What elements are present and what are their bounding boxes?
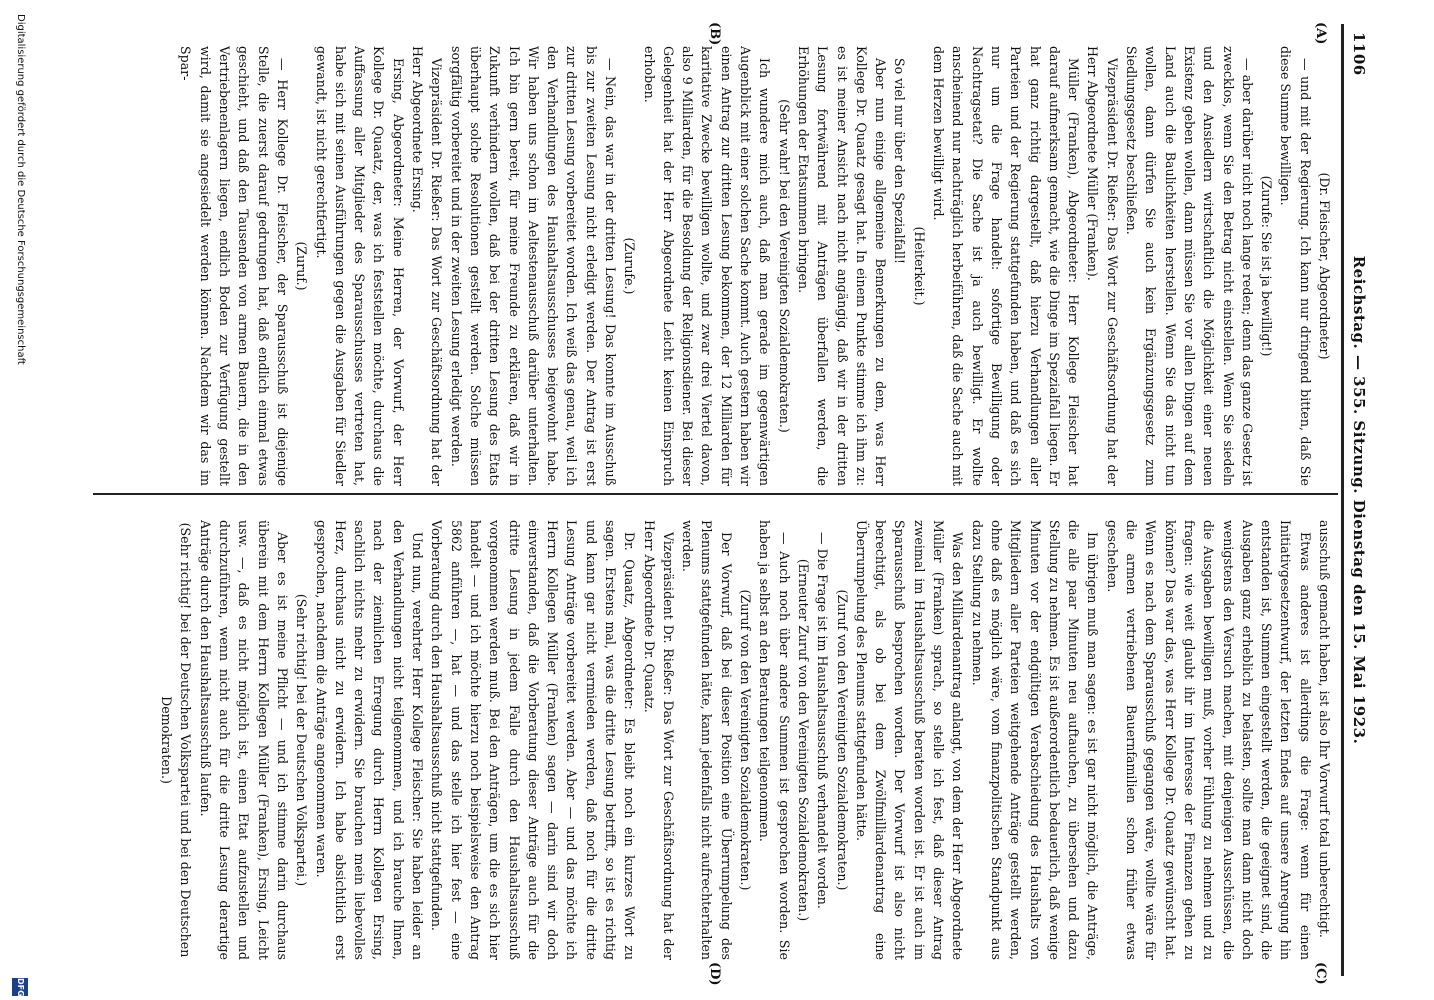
paragraph: ausschuß gemacht haben, ist also Ihr Vorwurf total unberechtigt. <box>1317 520 1332 938</box>
paragraph: (Sehr wahr! bei den Vereinigten Sozialdemokraten.) <box>776 99 792 433</box>
paragraph: — Herr Kollege Dr. Fleischer, der Sparausschuß ist diejenige Stelle, die zuerst darauf gedrungen hat, daß endlich einmal etwas geschieht, und daß den Tausenden von armen Bauern, die in den Vertriebenenlagern liegen, endlich Boden zur Verfügung gestellt wird, damit sie angesiedelt werden können. Nachdem wir das im Spar- <box>178 46 290 486</box>
paragraph: So viel nur über den Spezialfall! <box>892 58 908 264</box>
paragraph: Aber nun einige allgemeine Bemerkungen zu dem, was Herr Kollege Dr. Quaatz gesagt hat. In einem Punkte stimme ich ihm zu: es ist meiner Ansicht nach nicht angängig, daß wir in der dritten Lesung fortwährend mit Anträgen überfallen werden, die Erhöhungen der Etatsummen bringen. <box>795 46 889 486</box>
paragraph: (Zuruf von den Vereinigten Sozialdemokraten.) <box>834 589 850 891</box>
paragraph: Was den Milliardenantrag anlangt, von dem der Herr Abgeordnete Müller (Franken) sprach, so stelle ich fest, daß dieser Antrag zweimal im Haushaltsausschuß beraten worden ist. Er ist auch im Sparausschuß besprochen worden. Der Vorwurf ist also nicht berechtigt, als ob bei dem Zwölfmilliardenantrag eine Überrumpelung des Plenums stattgefunden hätte. <box>853 520 966 960</box>
paragraph: Und nun, verehrter Herr Kollege Fleischer: Sie haben leider an den Verhandlungen nicht teilgenommen, und ich brauche Ihnen, nach der ziemlichen Erregung durch Herrn Kollegen Ersing, sachlich nichts mehr zu erwidern. Sie brauchen mein liebevolles Herz, durchaus nicht zu erwidern. Ich habe absichtlich erst gesprochen, nachdem die Anträge angenommen waren. <box>313 520 426 960</box>
paragraph: Vizepräsident Dr. Rießer: Das Wort zur Geschäftsordnung hat der Herr Abgeordnete Dr. Quaatz. <box>641 520 676 960</box>
margin-marker-d: (D) <box>707 962 722 986</box>
margin-marker-a: (A) <box>1313 22 1328 45</box>
paragraph: Im übrigen muß man sagen: es ist gar nicht möglich, die Anträge, die alle paar Minuten neu auftauchen, zu übersehen und dazu Stellung zu nehmen. Es ist außerordentlich bedauerlich, daß wenige Minuten vor der endgültigen Verabschiedung des Haushalts von Mitgliedern aller Parteien weitgehende Anträge gestellt werden, ohne daß es möglich wäre, vom finanzpolitischen Standpunkt aus dazu Stellung zu nehmen. <box>969 520 1101 960</box>
paragraph: (Erneuter Zuruf von den Vereinigten Sozialdemokraten.) <box>795 558 811 922</box>
paragraph: Der Vorwurf, daß bei dieser Position eine Überrumpelung des Plenums stattgefunden hätte, kann jedenfalls nicht aufrechterhalten werden. <box>680 520 734 960</box>
paragraph: Ersing, Abgeordneter: Meine Herren, der Vorwurf, der Herr Kollege Dr. Quaatz, der, was ich feststellen möchte, durchaus die Auffassung aller Mitglieder des Sparausschusses vertreten hat, habe sich mit seinen Ausführungen gegen die Ausgaben für Siedler gewandt, ist nicht gerechtfertigt. <box>313 46 406 486</box>
paragraph: — Die Frage ist im Haushaltsausschuß verhandelt worden. <box>815 532 831 909</box>
paragraph: Dr. Quaatz, Abgeordneter: Es bleibt noch ein kurzes Wort zu sagen. Erstens mal, was die dritte Lesung betrifft, so ist es richtig und kann gar nicht vermieden werden, daß noch für die dritte Lesung Anträge vorbereitet werden. Aber — und das möchte ich Herrn Kollegen Müller (Franken) sagen — darin sind wir doch einverstanden, daß die Vorberatung dieser Anträge auch für die dritte Lesung in jedem Falle durch den Haushaltsausschuß vorgenommen werden muß. Bei den Anträgen, um die es sich hier handelt — und ich möchte hierzu noch beispielsweise den Antrag 5862 anführen —, hat — und das stelle ich hier fest — eine Vorberatung durch den Haushaltsausschuß nicht stattgefunden. <box>429 520 638 960</box>
paragraph: (Zurufe.) <box>622 237 638 295</box>
footer <box>6 0 30 1000</box>
paragraph: Vizepräsident Dr. Rießer: Das Wort zur Geschäftsordnung hat der Herr Abgeordnete Ersing. <box>410 46 445 486</box>
paragraph: (Sehr richtig! bei der Deutschen Volkspartei.) <box>294 593 310 887</box>
funding-note: Digitalisierung gefördert durch die Deutsche Forschungsgemeinschaft <box>15 14 26 365</box>
header-rule <box>1341 24 1344 976</box>
paragraph: (Sehr richtig! bei der Deutschen Volkspartei und bei den Deutschen Demokraten.) <box>159 522 194 958</box>
paragraph: (Heiterkeit.) <box>911 226 927 306</box>
paragraph: Vizepräsident Dr. Rießer: Das Wort zur Geschäftsordnung hat der Herr Abgeordnete Müller (Franken). <box>1085 46 1120 486</box>
paragraph: — Auch noch über andere Summen ist gesprochen worden. Sie haben ja selbst an den Beratungen teilgenommen. <box>757 520 792 960</box>
paragraph: Etwas anderes ist allerdings die Frage: wenn für einen Initiativgesetzentwurf, der letzten Endes auf unsere Anregung hin entstanden ist, Summen eingestellt werden, die geeignet sind, die Ausgaben ganz erheblich zu belasten, sollte man dann nicht doch wenigstens den Versuch machen, mit denjenigen Ausschüssen, die die Ausgaben bewilligen muß, vorher Fühlung zu nehmen und zu fragen: wie weit glaubt ihr im Interesse der Finanzen gehen zu können? Das war das, was Herr Kollege Dr. Quaatz gewünscht hat. Wenn es nach dem Sparausschuß gegangen wäre, wollte wäre für die armen vertriebenen Bauernfamilien schon früher etwas geschehen. <box>1104 520 1313 960</box>
paragraph: (Zurufe: Sie ist ja bewilligt!) <box>1259 175 1275 357</box>
paragraph: (Zuruf von den Vereinigten Sozialdemokraten.) <box>738 589 754 891</box>
column-divider <box>93 493 1338 495</box>
margin-marker-c: (C) <box>1313 962 1328 985</box>
left-text-column <box>104 46 1334 486</box>
paragraph: Müller (Franken), Abgeordneter: Herr Kollege Fleischer hat darauf aufmerksam gemacht, wie die Dinge im Spezialfall liegen. Er hat ganz richtig dargestellt, daß hierzu Verhandlungen aller Parteien und der Regierung stattgefunden haben, und daß es sich nur um die Frage handelt: sofortige Bewilligung oder Nachtragsetat? Die Sache ist ja auch bewilligt. Er wollte anscheinend nur nachträglich herbeiführen, daß die Sache auch mit dem Herzen bewilligt wird. <box>931 46 1082 486</box>
dfg-logo: DFG <box>12 978 28 996</box>
paragraph: Ich wundere mich auch, daß man gerade im gegenwärtigen Augenblick mit einer solchen Sache kommt. Auch gestern haben wir einen Antrag zur dritten Lesung bekommen, der 12 Milliarden für karitative Zwecke bewilligen wollte, und zwar drei Viertel davon, also 9 Milliarden, für die Besoldung der Religionsdiener. Bei dieser Gelegenheit hat der Herr Abgeordnete Leicht keinen Einspruch erhoben. <box>641 46 773 486</box>
paragraph: (Zuruf.) <box>294 241 310 291</box>
page-number: 1106 <box>1350 32 1368 76</box>
paragraph: — und mit der Regierung. Ich kann nur dringend bitten, daß Sie diese Summe bewilligen. <box>1278 46 1313 486</box>
page-header-title: Reichstag. — 355. Sitzung. Dienstag den 15. Mai 1923. <box>1350 255 1368 745</box>
right-text-column <box>104 520 1334 960</box>
paragraph: — aber darüber nicht noch lange reden; denn das ganze Gesetz ist zwecklos, wenn Sie den Betrag nicht einstellen. Wenn Sie siedeln und den Ansiedlern wirtschaftlich die Möglichkeit einer neuen Existenz geben wollen, dann müssen Sie vor allen Dingen auf dem Land auch die Baulichkeiten herstellen. Wenn Sie das nicht tun wollen, dann dürfen Sie auch kein Ergänzungsgesetz zum Siedlungsgesetz beschließen. <box>1124 46 1255 486</box>
paragraph: Aber es ist meine Pflicht — und ich stimme darin durchaus überein mit dem Herrn Kollegen Müller (Franken), Ersing, Leicht usw. —, daß es nicht möglich ist, einen Etat aufzustellen und durchzuführen, wenn nicht auch für die dritte Lesung derartige Anträge durch den Haushaltsausschuß laufen. <box>197 520 290 960</box>
margin-marker-b: (B) <box>707 22 722 46</box>
paragraph: — Nein, das war in der dritten Lesung! Das konnte im Ausschuß bis zur zweiten Lesung nicht erledigt werden. Der Antrag ist erst zur dritten Lesung vorbereitet worden. Ich weiß das genau, weil ich den Verhandlungen des Haushaltsausschusses beigewohnt habe. Wir haben uns schon im Aeltestenausschuß darüber unterhalten. Ich bin gern bereit, für meine Freunde zu erklären, daß wir in Zukunft verhindern wollen, daß bei der dritten Lesung des Etats überhaupt solche Resolutionen gestellt werden. Solche müssen sorgfältig vorbereitet und in der zweiten Lesung erledigt werden. <box>448 46 619 486</box>
paragraph: (Dr. Fleischer, Abgeordneter) <box>1317 172 1332 360</box>
